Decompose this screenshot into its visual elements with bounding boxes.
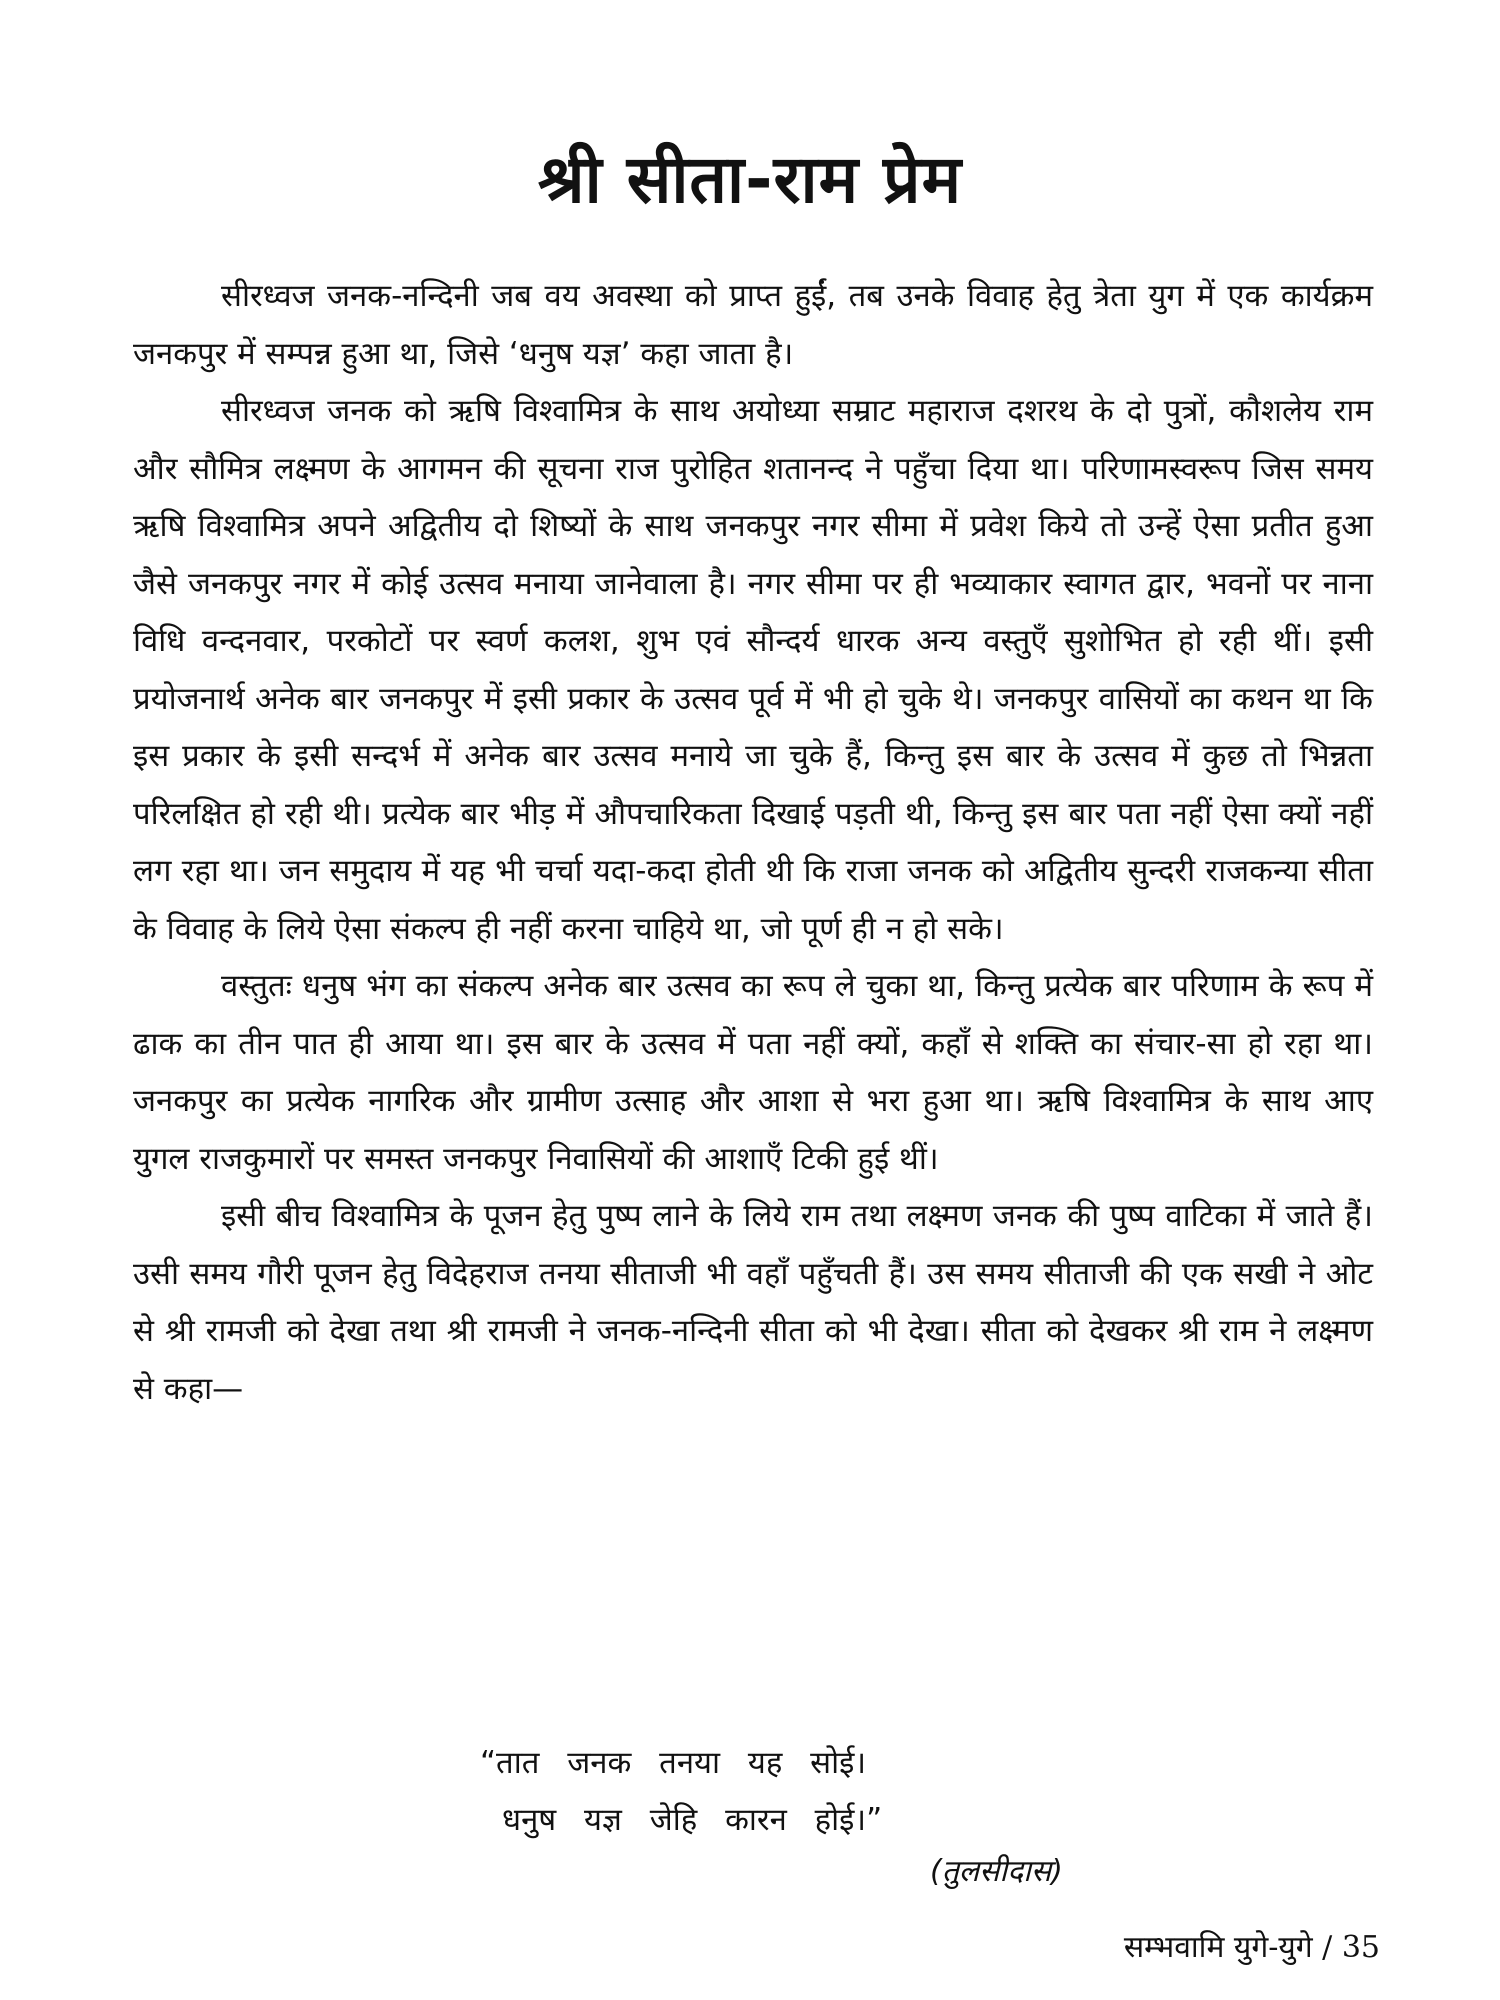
body-text (133, 268, 1373, 1418)
paragraph-3: वस्तुतः धनुष भंग का संकल्प अनेक बार उत्सव का रूप ले चुका था, किन्तु प्रत्येक बार परिणाम के रूप में ढाक का तीन पात ही आया था। इस बार के उत्सव में पता नहीं क्यों, कहाँ से शक्ति का संचार-सा हो रहा था। जनकपुर का प्रत्येक नागरिक और ग्रामीण उत्साह और आशा से भरा हुआ था। ऋषि विश्वामित्र के साथ आए युगल राजकुमारों पर समस्त जनकपुर निवासियों की आशाएँ टिकी हुई थीं। (133, 968, 1373, 1177)
verse-quote (480, 1735, 1180, 1849)
page-footer: सम्भवामि युगे-युगे / 35 (1123, 1930, 1380, 1965)
verse-line-2: धनुष यज्ञ जेहि कारन होई।” (502, 1802, 883, 1838)
paragraph-4: इसी बीच विश्वामित्र के पूजन हेतु पुष्प लाने के लिये राम तथा लक्ष्मण जनक की पुष्प वाटिका में जाते हैं। उसी समय गौरी पूजन हेतु विदेहराज तनया सीताजी भी वहाँ पहुँचती हैं। उस समय सीताजी की एक सखी ने ओट से श्री रामजी को देखा तथा श्री रामजी ने जनक-नन्दिनी सीता को भी देखा। सीता को देखकर श्री राम ने लक्ष्मण से कहा— (133, 1198, 1373, 1407)
paragraph-1: सीरध्वज जनक-नन्दिनी जब वय अवस्था को प्राप्त हुईं, तब उनके विवाह हेतु त्रेता युग में एक कार्यक्रम जनकपुर में सम्पन्न हुआ था, जिसे ‘धनुष यज्ञ’ कहा जाता है। (133, 278, 1373, 372)
paragraph-2: सीरध्वज जनक को ऋषि विश्वामित्र के साथ अयोध्या सम्राट महाराज दशरथ के दो पुत्रों, कौशलेय राम और सौमित्र लक्ष्मण के आगमन की सूचना राज पुरोहित शतानन्द ने पहुँचा दिया था। परिणामस्वरूप जिस समय ऋषि विश्वामित्र अपने अद्वितीय दो शिष्यों के साथ जनकपुर नगर सीमा में प्रवेश किये तो उन्हें ऐसा प्रतीत हुआ जैसे जनकपुर नगर में कोई उत्सव मनाया जानेवाला है। नगर सीमा पर ही भव्याकार स्वागत द्वार, भवनों पर नाना विधि वन्दनवार, परकोटों पर स्वर्ण कलश, शुभ एवं सौन्दर्य धारक अन्य वस्तुएँ सुशोभित हो रही थीं। इसी प्रयोजनार्थ अनेक बार जनकपुर में इसी प्रकार के उत्सव पूर्व में भी हो चुके थे। जनकपुर वासियों का कथन था कि इस प्रकार के इसी सन्दर्भ में अनेक बार उत्सव मनाये जा चुके हैं, किन्तु इस बार के उत्सव में कुछ तो भिन्नता परिलक्षित हो रही थी। प्रत्येक बार भीड़ में औपचारिकता दिखाई पड़ती थी, किन्तु इस बार पता नहीं ऐसा क्यों नहीं लग रहा था। जन समुदाय में यह भी चर्चा यदा-कदा होती थी कि राजा जनक को अद्वितीय सुन्दरी राजकन्या सीता के विवाह के लिये ऐसा संकल्प ही नहीं करना चाहिये था, जो पूर्ण ही न हो सके। (133, 393, 1373, 947)
page-title: श्री सीता-राम प्रेम (537, 141, 963, 218)
verse-attribution: (तुलसीदास) (930, 1854, 1063, 1889)
verse-line-1: “तात जनक तनया यह सोई। (480, 1745, 867, 1781)
